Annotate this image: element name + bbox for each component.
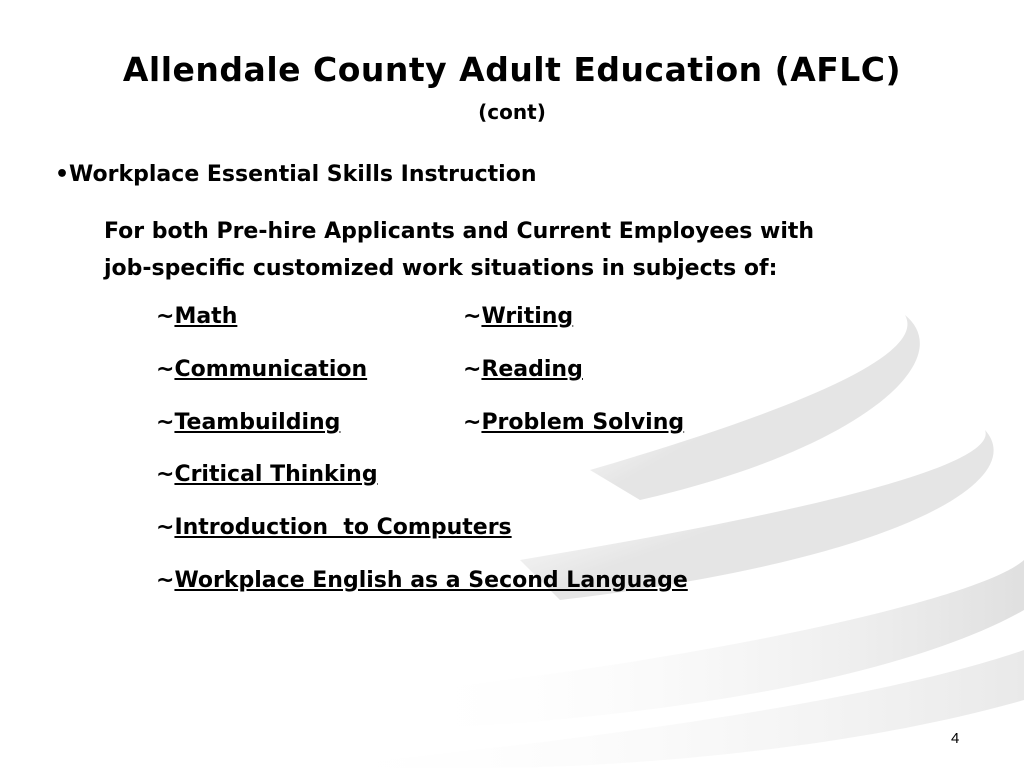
- intro-line-1: For both Pre-hire Applicants and Current Employees with: [104, 219, 815, 244]
- subject-link-critical-thinking[interactable]: Critical Thinking: [174, 462, 378, 487]
- slide-title: Allendale County Adult Education (AFLC): [122, 50, 902, 89]
- subject-link-teambuilding[interactable]: Teambuilding: [174, 410, 341, 435]
- tilde-mark: ~: [156, 568, 175, 593]
- subject-link-problem-solving[interactable]: Problem Solving: [481, 410, 685, 435]
- tilde-mark: ~: [463, 410, 482, 435]
- tilde-mark: ~: [156, 304, 175, 329]
- bullet-heading: •Workplace Essential Skills Instruction: [55, 162, 537, 187]
- intro-line-2: job-specific customized work situations in subjects of:: [104, 256, 778, 281]
- subject-link-reading[interactable]: Reading: [481, 357, 583, 382]
- subject-item-workplace-esl: [156, 568, 688, 593]
- subject-item-teambuilding: [156, 410, 340, 435]
- subject-item-math: [156, 304, 237, 329]
- subject-link-workplace-esl[interactable]: Workplace English as a Second Language: [174, 568, 688, 593]
- tilde-mark: ~: [156, 357, 175, 382]
- subject-item-reading: [463, 357, 583, 382]
- tilde-mark: ~: [156, 515, 175, 540]
- subject-link-communication[interactable]: Communication: [174, 357, 368, 382]
- page-number: 4: [951, 730, 960, 747]
- subject-item-critical-thinking: [156, 462, 378, 487]
- tilde-mark: ~: [463, 357, 482, 382]
- subject-item-writing: [463, 304, 573, 329]
- subject-item-problem-solving: [463, 410, 684, 435]
- slide-subtitle: (cont): [478, 100, 546, 124]
- tilde-mark: ~: [463, 304, 482, 329]
- subject-link-writing[interactable]: Writing: [481, 304, 574, 329]
- tilde-mark: ~: [156, 462, 175, 487]
- subject-link-math[interactable]: Math: [174, 304, 238, 329]
- subject-link-intro-computers[interactable]: Introduction to Computers: [174, 515, 512, 540]
- subject-item-communication: [156, 357, 367, 382]
- intro-text: [104, 213, 924, 287]
- subject-item-intro-computers: [156, 515, 512, 540]
- tilde-mark: ~: [156, 410, 175, 435]
